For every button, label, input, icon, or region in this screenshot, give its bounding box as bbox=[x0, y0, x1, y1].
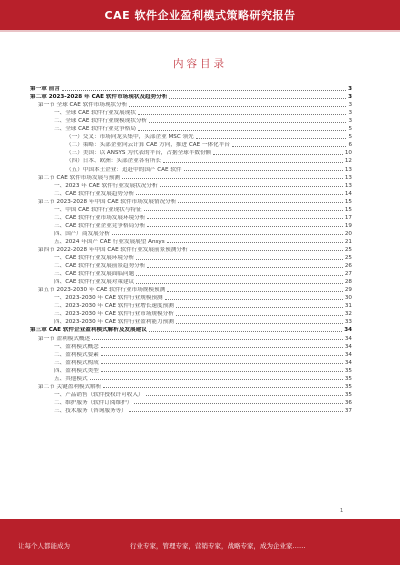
toc-entry[interactable] bbox=[30, 406, 352, 414]
toc-entry[interactable] bbox=[30, 164, 352, 172]
page-number: 1 bbox=[340, 508, 344, 514]
toc-entry-text: 三、盈利模式构成 bbox=[54, 359, 99, 366]
toc-entry-text: 三、全球 CAE 软件行业竞争格局 bbox=[54, 126, 136, 133]
toc-leader-dots bbox=[90, 379, 343, 380]
toc-entry-text: 第一章 前言 bbox=[30, 86, 60, 93]
toc-leader-dots bbox=[165, 299, 343, 300]
toc-leader-dots bbox=[147, 226, 343, 227]
toc-entry-text: 五、其他模式 bbox=[54, 375, 88, 382]
toc-entry-page: 17 bbox=[344, 214, 352, 221]
toc-entry[interactable] bbox=[30, 108, 352, 116]
toc-entry[interactable] bbox=[30, 285, 352, 293]
toc-entry[interactable] bbox=[30, 173, 352, 181]
toc-entry[interactable] bbox=[30, 116, 352, 124]
toc-entry[interactable] bbox=[30, 156, 352, 164]
toc-entry-page: 13 bbox=[344, 166, 352, 173]
toc-entry-text: 一、产品销售（软件授权许可收入） bbox=[54, 391, 144, 398]
toc-entry-text: 第五节 2023-2030 年 CAE 软件行业市场规模预测 bbox=[38, 287, 166, 294]
toc-entry-page: 13 bbox=[344, 182, 352, 189]
toc-leader-dots bbox=[103, 387, 343, 388]
toc-entry-page: 36 bbox=[344, 399, 352, 406]
toc-entry-text: 二、2023-2030 年 CAE 软件行业增长速度预测 bbox=[54, 303, 174, 310]
toc-entry-page: 3 bbox=[348, 86, 352, 93]
toc-entry[interactable] bbox=[30, 333, 352, 341]
toc-leader-dots bbox=[147, 218, 343, 219]
toc-leader-dots bbox=[167, 242, 343, 243]
toc-leader-dots bbox=[169, 98, 346, 99]
toc-leader-dots bbox=[136, 259, 343, 260]
toc-entry[interactable] bbox=[30, 398, 352, 406]
toc-leader-dots bbox=[149, 331, 342, 332]
toc-entry-text: 二、CAE 软件行业市场发展环境分析 bbox=[54, 214, 146, 221]
toc-entry[interactable] bbox=[30, 309, 352, 317]
toc-leader-dots bbox=[101, 355, 343, 356]
toc-leader-dots bbox=[136, 275, 343, 276]
toc-entry-text: 二、盈利模式要素 bbox=[54, 351, 99, 358]
toc-entry-text: （一）交叉：市场向龙头集中，头部企业 MSC 领先 bbox=[66, 134, 194, 141]
toc-entry[interactable] bbox=[30, 374, 352, 382]
report-header bbox=[0, 0, 400, 30]
toc-entry[interactable] bbox=[30, 92, 352, 100]
toc-entry-page: 35 bbox=[344, 367, 352, 374]
toc-leader-dots bbox=[138, 130, 346, 131]
toc-entry-text: （三）美国：以 ANSYS 为代表的平台，占据全球半数份额 bbox=[66, 150, 212, 157]
toc-entry-text: 二、CAE 软件行业发展趋势分析 bbox=[54, 190, 135, 197]
report-footer bbox=[0, 519, 400, 565]
toc-entry[interactable] bbox=[30, 181, 352, 189]
toc-leader-dots bbox=[122, 178, 343, 179]
toc-entry[interactable] bbox=[30, 84, 352, 92]
toc-leader-dots bbox=[213, 154, 343, 155]
toc-entry-text: 第四节 2022-2028 年中国 CAE 软件行业发展前景预测分析 bbox=[38, 246, 188, 253]
toc-entry[interactable] bbox=[30, 325, 352, 333]
toc-entry-page: 25 bbox=[344, 246, 352, 253]
toc-entry-page: 3 bbox=[348, 102, 352, 109]
toc-entry[interactable] bbox=[30, 301, 352, 309]
toc-leader-dots bbox=[101, 371, 343, 372]
toc-entry-text: 五、2024 年国产 CAE 行业发展展望 Ansys bbox=[54, 238, 165, 245]
toc-entry-page: 34 bbox=[344, 343, 352, 350]
toc-leader-dots bbox=[129, 106, 346, 107]
toc-entry-text: 二、全球 CAE 软件行业规模现状分析 bbox=[54, 118, 148, 125]
toc-entry[interactable] bbox=[30, 237, 352, 245]
table-of-contents bbox=[30, 84, 352, 414]
toc-entry-page: 27 bbox=[344, 271, 352, 278]
toc-entry[interactable] bbox=[30, 350, 352, 358]
toc-entry[interactable] bbox=[30, 221, 352, 229]
toc-entry-text: 第二节 CAE 软件市场发展与预测 bbox=[38, 174, 120, 181]
toc-entry-text: 第三节 2023-2028 年中国 CAE 软件市场发展情况分析 bbox=[38, 198, 177, 205]
toc-entry[interactable] bbox=[30, 366, 352, 374]
toc-leader-dots bbox=[146, 395, 343, 396]
toc-entry-text: 一、2023-2030 年 CAE 软件行业规模预测 bbox=[54, 295, 163, 302]
toc-entry-page: 34 bbox=[344, 359, 352, 366]
toc-entry[interactable] bbox=[30, 342, 352, 350]
toc-entry-page: 12 bbox=[344, 158, 352, 165]
toc-entry[interactable] bbox=[30, 317, 352, 325]
toc-entry-text: 二、CAE 软件行业发展前景趋势分析 bbox=[54, 263, 146, 270]
toc-leader-dots bbox=[134, 403, 343, 404]
toc-entry-page: 35 bbox=[344, 375, 352, 382]
toc-entry-text: 四、CAE 软件行业发展对策建议 bbox=[54, 279, 135, 286]
footer-slogan: 让每个人都能成为 bbox=[18, 542, 70, 550]
toc-entry-page: 29 bbox=[344, 287, 352, 294]
toc-entry-page: 25 bbox=[344, 255, 352, 262]
toc-entry[interactable] bbox=[30, 229, 352, 237]
toc-entry-text: 四、2023-2030 年 CAE 软件行业盈利能力预测 bbox=[54, 319, 174, 326]
toc-entry[interactable] bbox=[30, 124, 352, 132]
toc-entry-page: 35 bbox=[344, 391, 352, 398]
toc-entry[interactable] bbox=[30, 148, 352, 156]
toc-entry-text: 三、CAE 软件行业发展面临问题 bbox=[54, 271, 135, 278]
report-title: CAE 软件企业盈利模式策略研究报告 bbox=[104, 9, 296, 22]
toc-entry-page: 34 bbox=[344, 327, 352, 334]
toc-entry-text: 三、技术服务（咨询服务等） bbox=[54, 407, 127, 414]
toc-entry-text: 一、全球 CAE 软件行业发展现状 bbox=[54, 110, 136, 117]
toc-leader-dots bbox=[176, 323, 343, 324]
toc-entry-text: 第一节 盈利模式概述 bbox=[38, 335, 91, 342]
toc-leader-dots bbox=[160, 186, 343, 187]
toc-entry[interactable] bbox=[30, 390, 352, 398]
toc-entry-page: 14 bbox=[344, 190, 352, 197]
toc-entry-page: 31 bbox=[344, 303, 352, 310]
toc-leader-dots bbox=[167, 291, 343, 292]
toc-entry[interactable] bbox=[30, 269, 352, 277]
toc-entry-page: 28 bbox=[344, 279, 352, 286]
toc-leader-dots bbox=[184, 170, 343, 171]
toc-entry-text: 第一节 全球 CAE 软件市场现状分析 bbox=[38, 102, 128, 109]
toc-leader-dots bbox=[147, 267, 343, 268]
toc-entry[interactable] bbox=[30, 277, 352, 285]
toc-entry-page: 10 bbox=[344, 150, 352, 157]
toc-entry[interactable] bbox=[30, 140, 352, 148]
toc-leader-dots bbox=[176, 315, 343, 316]
toc-entry-text: 第二章 2023-2028 年 CAE 软件市场现状及趋势分析 bbox=[30, 94, 168, 101]
toc-leader-dots bbox=[176, 307, 343, 308]
toc-entry-page: 34 bbox=[344, 335, 352, 342]
toc-leader-dots bbox=[62, 90, 346, 91]
header-divider bbox=[0, 30, 400, 32]
toc-entry-text: （二）策略：头部企业向云计算 CAE 方向，推进 CAE 一体化平台 bbox=[66, 142, 230, 149]
toc-entry-page: 3 bbox=[348, 94, 352, 101]
toc-entry-text: （四）日本、欧洲：头部企业各有所长 bbox=[66, 158, 162, 165]
toc-entry-page: 21 bbox=[344, 238, 352, 245]
toc-leader-dots bbox=[196, 138, 347, 139]
toc-entry-page: 26 bbox=[344, 263, 352, 270]
toc-leader-dots bbox=[92, 339, 343, 340]
toc-entry[interactable] bbox=[30, 100, 352, 108]
toc-entry[interactable] bbox=[30, 205, 352, 213]
toc-leader-dots bbox=[149, 122, 346, 123]
toc-leader-dots bbox=[178, 202, 343, 203]
toc-leader-dots bbox=[129, 411, 343, 412]
toc-entry-page: 13 bbox=[344, 174, 352, 181]
toc-entry[interactable] bbox=[30, 189, 352, 197]
toc-entry-page: 35 bbox=[344, 383, 352, 390]
toc-entry-page: 20 bbox=[344, 230, 352, 237]
toc-entry-text: 一、盈利模式概念 bbox=[54, 343, 99, 350]
toc-leader-dots bbox=[136, 194, 343, 195]
toc-entry-text: 二、维护服务（软件订阅维护） bbox=[54, 399, 133, 406]
toc-entry-text: 四、盈利模式类型 bbox=[54, 367, 99, 374]
toc-entry-page: 15 bbox=[344, 198, 352, 205]
toc-leader-dots bbox=[190, 250, 343, 251]
toc-entry[interactable] bbox=[30, 132, 352, 140]
toc-entry[interactable] bbox=[30, 382, 352, 390]
toc-entry-text: 一、CAE 软件行业发展环境分析 bbox=[54, 255, 135, 262]
toc-entry-text: 三、CAE 软件行业企业竞争格局分析 bbox=[54, 222, 146, 229]
toc-entry-page: 3 bbox=[348, 110, 352, 117]
toc-entry-page: 34 bbox=[344, 351, 352, 358]
toc-entry-page: 30 bbox=[344, 295, 352, 302]
toc-leader-dots bbox=[136, 283, 343, 284]
toc-entry-text: 三、2023-2030 年 CAE 软件行业市场规模分析 bbox=[54, 311, 174, 318]
toc-entry[interactable] bbox=[30, 253, 352, 261]
toc-leader-dots bbox=[101, 363, 343, 364]
toc-leader-dots bbox=[232, 146, 347, 147]
toc-entry[interactable] bbox=[30, 213, 352, 221]
toc-entry-text: 第三章 CAE 软件企业盈利模式解析及发展建议 bbox=[30, 327, 147, 334]
toc-leader-dots bbox=[101, 347, 343, 348]
toc-leader-dots bbox=[163, 162, 343, 163]
toc-entry-text: （五）中国本土企业：追赶中的国产 CAE 软件 bbox=[66, 166, 182, 173]
toc-entry-page: 5 bbox=[348, 126, 352, 133]
toc-entry[interactable] bbox=[30, 245, 352, 253]
toc-entry-page: 33 bbox=[344, 319, 352, 326]
toc-entry-text: 第二节 关键盈利模式解析 bbox=[38, 383, 102, 390]
toc-title: 内容目录 bbox=[173, 58, 227, 70]
toc-leader-dots bbox=[112, 234, 343, 235]
toc-entry[interactable] bbox=[30, 261, 352, 269]
toc-entry[interactable] bbox=[30, 358, 352, 366]
footer-tagline: 行业专家，管理专家，营销专家，战略专家，成为企业家…… bbox=[130, 542, 306, 550]
toc-entry-page: 3 bbox=[348, 118, 352, 125]
toc-entry[interactable] bbox=[30, 293, 352, 301]
toc-leader-dots bbox=[144, 210, 343, 211]
toc-entry-page: 15 bbox=[344, 206, 352, 213]
toc-entry-page: 19 bbox=[344, 222, 352, 229]
toc-entry-page: 5 bbox=[348, 134, 352, 141]
toc-entry-page: 6 bbox=[348, 142, 352, 149]
toc-entry-page: 32 bbox=[344, 311, 352, 318]
toc-entry-page: 37 bbox=[344, 407, 352, 414]
toc-entry-text: 一、2023 年 CAE 软件行业发展状况分析 bbox=[54, 182, 158, 189]
toc-entry-text: 四、国产厂商发展分析 bbox=[54, 230, 110, 237]
toc-leader-dots bbox=[138, 114, 346, 115]
toc-entry[interactable] bbox=[30, 197, 352, 205]
toc-entry-text: 一、中国 CAE 软件行业现状与特征 bbox=[54, 206, 142, 213]
